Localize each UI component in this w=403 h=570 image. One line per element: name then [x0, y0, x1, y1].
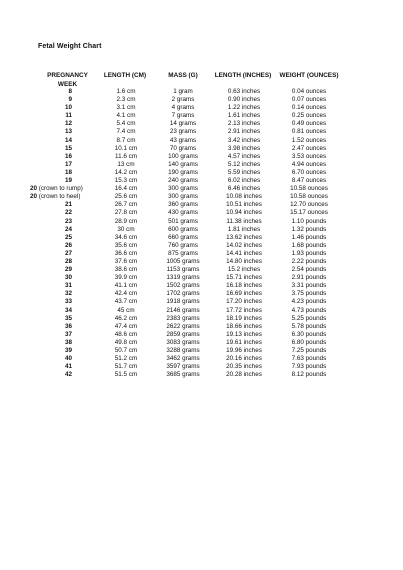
- week-cell: [30, 104, 72, 112]
- week-cell: [30, 282, 72, 290]
- mass-cell: 140 grams: [168, 160, 198, 168]
- week-number: 33: [64, 298, 72, 306]
- week-cell: [30, 363, 72, 371]
- length-inches-cell: 1.61 inches: [227, 112, 261, 120]
- length-cm-cell: 8.7 cm: [116, 136, 136, 144]
- week-number: 29: [64, 266, 72, 274]
- weight-cell: 1.10 pounds: [291, 217, 327, 225]
- length-cm-cell: 47.4 cm: [114, 322, 138, 330]
- mass-cell: 1918 grams: [166, 298, 200, 306]
- weight-cell: 2.22 pounds: [291, 257, 327, 265]
- mass-cell: 240 grams: [168, 177, 198, 185]
- week-number: 21: [64, 201, 72, 209]
- mass-cell: 1153 grams: [166, 266, 200, 274]
- mass-cell: 2 grams: [171, 96, 195, 104]
- mass-cell: 430 grams: [168, 209, 198, 217]
- length-inches-cell: 20.35 inches: [226, 363, 262, 371]
- length-cm-cell: 16.4 cm: [114, 185, 138, 193]
- length-cm-cell: 26.7 cm: [114, 201, 138, 209]
- length-cm-cell: 5.4 cm: [116, 120, 136, 128]
- page-title: Fetal Weight Chart: [38, 43, 102, 50]
- length-inches-cell: 14.41 inches: [226, 249, 262, 257]
- week-number: 35: [64, 314, 72, 322]
- week-number: 11: [65, 112, 72, 120]
- week-cell: [30, 307, 72, 315]
- week-cell: [30, 290, 72, 298]
- mass-cell: 501 grams: [168, 217, 198, 225]
- table-row: [0, 209, 403, 217]
- table-row: [0, 96, 403, 104]
- table-row: [0, 112, 403, 120]
- table-row: [0, 258, 403, 266]
- week-cell: [30, 88, 72, 96]
- week-note: (crown to rump): [38, 185, 83, 193]
- week-number: 23: [64, 217, 72, 225]
- length-inches-cell: 16.18 inches: [226, 282, 262, 290]
- week-cell: [30, 339, 72, 347]
- weight-cell: 4.23 pounds: [291, 298, 327, 306]
- length-inches-cell: 19.13 inches: [226, 330, 262, 338]
- week-cell: [30, 266, 72, 274]
- table-row: [0, 371, 403, 379]
- weight-cell: 5.78 pounds: [291, 322, 327, 330]
- length-cm-cell: 25.6 cm: [114, 193, 138, 201]
- mass-cell: 600 grams: [168, 225, 198, 233]
- week-cell: [30, 120, 72, 128]
- header-length-cm: LENGTH (CM): [103, 72, 147, 79]
- week-cell: [30, 234, 72, 242]
- length-inches-cell: 5.59 inches: [227, 168, 261, 176]
- weight-cell: 3.75 pounds: [291, 290, 327, 298]
- length-inches-cell: 13.62 inches: [226, 233, 262, 241]
- mass-cell: 100 grams: [168, 152, 198, 160]
- week-cell: [30, 347, 72, 355]
- mass-cell: 70 grams: [169, 144, 197, 152]
- week-number: 13: [64, 128, 72, 136]
- mass-cell: 190 grams: [168, 168, 198, 176]
- length-inches-cell: 15.71 inches: [226, 274, 262, 282]
- table-row: [0, 161, 403, 169]
- weight-cell: 0.25 ounces: [291, 112, 327, 120]
- table-row: [0, 355, 403, 363]
- table-row: [0, 145, 403, 153]
- length-inches-cell: 16.69 inches: [226, 290, 262, 298]
- week-note: (crown to heel): [38, 193, 81, 201]
- mass-cell: 1702 grams: [166, 290, 200, 298]
- mass-cell: 875 grams: [168, 249, 198, 257]
- length-cm-cell: 27.8 cm: [114, 209, 138, 217]
- week-number: 10: [64, 104, 72, 112]
- week-number: 22: [64, 209, 72, 217]
- weight-cell: 10.58 ounces: [290, 193, 328, 201]
- length-inches-cell: 20.28 inches: [226, 371, 262, 379]
- length-inches-cell: 6.46 inches: [227, 185, 261, 193]
- week-cell: [30, 323, 72, 331]
- mass-cell: 43 grams: [169, 136, 197, 144]
- weight-cell: 5.25 pounds: [291, 314, 327, 322]
- weight-cell: 12.70 ounces: [290, 201, 328, 209]
- length-inches-cell: 1.22 inches: [227, 104, 261, 112]
- week-number: 41: [64, 363, 72, 371]
- length-inches-cell: 10.94 inches: [226, 209, 262, 217]
- weight-cell: 6.80 pounds: [291, 338, 327, 346]
- week-number: 14: [64, 136, 72, 144]
- week-number: 34: [64, 306, 72, 314]
- week-cell: [30, 209, 72, 217]
- length-inches-cell: 6.02 inches: [227, 177, 261, 185]
- week-cell: [30, 193, 81, 201]
- table-row: [0, 153, 403, 161]
- mass-cell: 2383 grams: [166, 314, 200, 322]
- week-cell: [30, 331, 72, 339]
- header-mass-g: MASS (G): [168, 72, 198, 79]
- length-inches-cell: 20.16 inches: [226, 355, 262, 363]
- length-inches-cell: 18.66 inches: [226, 322, 262, 330]
- week-number: 19: [64, 177, 72, 185]
- week-number: 39: [64, 347, 72, 354]
- length-cm-cell: 48.6 cm: [114, 330, 138, 338]
- mass-cell: 23 grams: [169, 128, 197, 136]
- length-cm-cell: 35.6 cm: [114, 241, 138, 249]
- week-number: 27: [64, 249, 72, 257]
- week-number: 16: [64, 152, 72, 160]
- length-cm-cell: 46.2 cm: [114, 314, 138, 322]
- length-cm-cell: 50.7 cm: [114, 347, 138, 354]
- length-inches-cell: 17.20 inches: [226, 298, 262, 306]
- length-cm-cell: 30 cm: [117, 225, 135, 233]
- week-number: 20: [30, 193, 38, 201]
- length-inches-cell: 14.02 inches: [226, 241, 262, 249]
- length-cm-cell: 42.4 cm: [114, 290, 138, 298]
- length-cm-cell: 37.6 cm: [114, 257, 138, 265]
- length-inches-cell: 19.61 inches: [226, 338, 262, 346]
- week-cell: [30, 128, 72, 136]
- mass-cell: 300 grams: [168, 193, 198, 201]
- weight-cell: 8.12 pounds: [291, 371, 327, 379]
- length-cm-cell: 2.3 cm: [116, 96, 136, 104]
- table-row: [0, 315, 403, 323]
- week-cell: [30, 161, 72, 169]
- mass-cell: 2146 grams: [166, 306, 200, 314]
- weight-cell: 2.54 pounds: [291, 266, 327, 274]
- header-length-inches: LENGTH (INCHES): [214, 72, 272, 79]
- mass-cell: 2622 grams: [166, 322, 200, 330]
- weight-cell: 7.63 pounds: [291, 355, 327, 363]
- table-row: [0, 218, 403, 226]
- length-inches-cell: 11.38 inches: [226, 217, 262, 225]
- week-cell: [30, 201, 72, 209]
- week-cell: [30, 177, 72, 185]
- length-inches-cell: 0.90 inches: [227, 96, 261, 104]
- weight-cell: 0.07 ounces: [291, 96, 327, 104]
- weight-cell: 7.25 pounds: [291, 347, 327, 354]
- week-cell: [30, 153, 72, 161]
- week-number: 9: [68, 96, 72, 104]
- weight-cell: 1.68 pounds: [291, 241, 327, 249]
- mass-cell: 300 grams: [168, 185, 198, 193]
- week-cell: [30, 185, 83, 193]
- weight-cell: 1.93 pounds: [291, 249, 327, 257]
- length-cm-cell: 38.6 cm: [114, 266, 138, 274]
- table-row: [0, 201, 403, 209]
- weight-cell: 4.94 ounces: [291, 160, 327, 168]
- table-row: [0, 266, 403, 274]
- week-number: 30: [64, 274, 72, 282]
- length-cm-cell: 49.8 cm: [114, 338, 138, 346]
- length-inches-cell: 0.63 inches: [227, 88, 261, 95]
- week-number: 37: [64, 330, 72, 338]
- week-number: 36: [64, 322, 72, 330]
- length-cm-cell: 14.2 cm: [114, 168, 138, 176]
- length-cm-cell: 3.1 cm: [116, 104, 136, 112]
- week-cell: [30, 226, 72, 234]
- length-cm-cell: 15.3 cm: [114, 177, 138, 185]
- mass-cell: 360 grams: [168, 201, 198, 209]
- week-number: 38: [64, 338, 72, 346]
- length-cm-cell: 4.1 cm: [116, 112, 136, 120]
- weight-cell: 8.47 ounces: [291, 177, 327, 185]
- week-cell: [30, 112, 72, 120]
- table-row: [0, 298, 403, 306]
- table-row: [0, 128, 403, 136]
- weight-cell: 0.04 ounces: [291, 88, 327, 95]
- length-cm-cell: 51.2 cm: [114, 355, 138, 363]
- table-row: [0, 242, 403, 250]
- table-row: [0, 282, 403, 290]
- week-cell: [30, 242, 72, 250]
- length-cm-cell: 36.6 cm: [114, 249, 138, 257]
- weight-cell: 1.32 pounds: [291, 225, 327, 233]
- week-number: 26: [64, 241, 72, 249]
- week-cell: [30, 169, 72, 177]
- header-weight-ounces: WEIGHT (OUNCES): [279, 72, 339, 79]
- weight-cell: 0.49 ounces: [291, 120, 327, 128]
- mass-cell: 3288 grams: [166, 347, 200, 354]
- week-number: 17: [64, 160, 72, 168]
- week-cell: [30, 145, 72, 153]
- week-cell: [30, 355, 72, 363]
- mass-cell: 3083 grams: [166, 338, 200, 346]
- table-row: [0, 226, 403, 234]
- week-cell: [30, 137, 72, 145]
- mass-cell: 3462 grams: [166, 355, 200, 363]
- week-number: 42: [64, 371, 72, 379]
- weight-cell: 0.81 ounces: [291, 128, 327, 136]
- length-cm-cell: 51.5 cm: [114, 371, 138, 379]
- length-inches-cell: 1.81 inches: [227, 225, 261, 233]
- length-cm-cell: 43.7 cm: [114, 298, 138, 306]
- mass-cell: 1502 grams: [166, 282, 200, 290]
- week-cell: [30, 218, 72, 226]
- table-row: [0, 193, 403, 201]
- week-number: 40: [64, 355, 72, 363]
- table-row: [0, 234, 403, 242]
- length-cm-cell: 28.9 cm: [114, 217, 138, 225]
- length-cm-cell: 41.1 cm: [114, 282, 138, 290]
- length-inches-cell: 4.57 inches: [227, 152, 261, 160]
- table-row: [0, 137, 403, 145]
- mass-cell: 660 grams: [168, 233, 198, 241]
- length-cm-cell: 13 cm: [117, 160, 135, 168]
- week-cell: [30, 250, 72, 258]
- week-cell: [30, 96, 72, 104]
- length-inches-cell: 2.13 inches: [227, 120, 261, 128]
- length-inches-cell: 14.80 inches: [226, 257, 262, 265]
- week-cell: [30, 371, 72, 379]
- length-cm-cell: 1.6 cm: [116, 88, 136, 95]
- table-row: [0, 120, 403, 128]
- mass-cell: 760 grams: [168, 241, 198, 249]
- week-number: 8: [68, 88, 72, 95]
- weight-cell: 10.58 ounces: [290, 185, 328, 193]
- table-row: [0, 307, 403, 315]
- week-number: 31: [64, 282, 72, 290]
- week-number: 28: [64, 257, 72, 265]
- table-row: [0, 88, 403, 96]
- length-inches-cell: 17.72 inches: [226, 306, 262, 314]
- week-number: 25: [64, 233, 72, 241]
- mass-cell: 1319 grams: [166, 274, 200, 282]
- mass-cell: 1005 grams: [166, 257, 200, 265]
- length-inches-cell: 15.2 inches: [227, 266, 261, 274]
- header-week-line1: PREGNANCY: [47, 72, 88, 79]
- weight-cell: 6.70 ounces: [291, 168, 327, 176]
- length-inches-cell: 10.08 inches: [226, 193, 262, 201]
- week-number: 24: [64, 225, 72, 233]
- weight-cell: 7.93 pounds: [291, 363, 327, 371]
- week-cell: [30, 258, 72, 266]
- week-number: 15: [64, 144, 72, 152]
- week-number: 12: [64, 120, 72, 128]
- length-cm-cell: 10.1 cm: [114, 144, 138, 152]
- week-cell: [30, 298, 72, 306]
- weight-cell: 4.73 pounds: [291, 306, 327, 314]
- mass-cell: 1 gram: [173, 88, 193, 95]
- mass-cell: 3685 grams: [166, 371, 200, 379]
- week-cell: [30, 315, 72, 323]
- week-number: 20: [30, 185, 38, 193]
- mass-cell: 7 grams: [171, 112, 195, 120]
- table-row: [0, 177, 403, 185]
- length-inches-cell: 18.19 inches: [226, 314, 262, 322]
- length-cm-cell: 39.9 cm: [114, 274, 138, 282]
- table-row: [0, 363, 403, 371]
- table-row: [0, 169, 403, 177]
- mass-cell: 4 grams: [171, 104, 195, 112]
- weight-cell: 1.52 ounces: [291, 136, 327, 144]
- table-row: [0, 339, 403, 347]
- table-row: [0, 290, 403, 298]
- weight-cell: 3.31 pounds: [291, 282, 327, 290]
- table-row: [0, 331, 403, 339]
- length-inches-cell: 10.51 inches: [226, 201, 262, 209]
- mass-cell: 3597 grams: [166, 363, 200, 371]
- week-number: 32: [64, 290, 72, 298]
- mass-cell: 2859 grams: [166, 330, 200, 338]
- table-row: [0, 185, 403, 193]
- length-inches-cell: 3.98 inches: [227, 144, 261, 152]
- length-cm-cell: 11.6 cm: [115, 152, 137, 160]
- weight-cell: 1.46 pounds: [291, 233, 327, 241]
- weight-cell: 2.47 ounces: [291, 144, 327, 152]
- week-number: 18: [64, 168, 72, 176]
- length-cm-cell: 51.7 cm: [114, 363, 138, 371]
- fetal-weight-table: [0, 88, 403, 379]
- weight-cell: 6.30 pounds: [291, 330, 327, 338]
- length-cm-cell: 7.4 cm: [116, 128, 136, 136]
- length-inches-cell: 3.42 inches: [227, 136, 261, 144]
- weight-cell: 3.53 ounces: [291, 152, 327, 160]
- table-row: [0, 323, 403, 331]
- table-row: [0, 104, 403, 112]
- table-row: [0, 274, 403, 282]
- weight-cell: 0.14 ounces: [291, 104, 327, 112]
- length-cm-cell: 34.6 cm: [114, 233, 138, 241]
- table-row: [0, 250, 403, 258]
- weight-cell: 15.17 ounces: [290, 209, 328, 217]
- weight-cell: 2.91 pounds: [291, 274, 327, 282]
- header-week-line2: WEEK: [57, 81, 78, 88]
- length-inches-cell: 5.12 inches: [227, 160, 261, 168]
- length-inches-cell: 19.96 inches: [226, 347, 262, 354]
- length-cm-cell: 45 cm: [117, 306, 135, 314]
- table-row: [0, 347, 403, 355]
- mass-cell: 14 grams: [169, 120, 197, 128]
- week-cell: [30, 274, 72, 282]
- length-inches-cell: 2.91 inches: [227, 128, 261, 136]
- header-pregnancy-week: [40, 71, 95, 89]
